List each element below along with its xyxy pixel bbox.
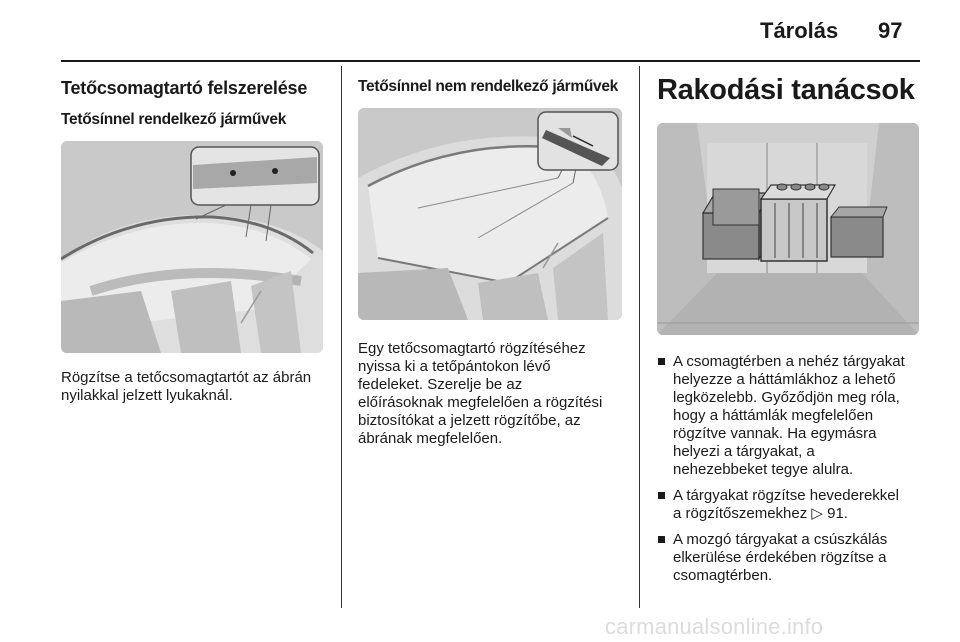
bullet-square-icon xyxy=(658,492,665,499)
section-heading: Rakodási tanácsok xyxy=(657,74,915,106)
car-roof-fixing-illustration xyxy=(358,108,622,320)
section-heading: Tetőcsomagtartó felszerelése xyxy=(61,78,308,98)
cargo-loading-illustration xyxy=(657,123,919,335)
running-header-title: Tárolás xyxy=(760,18,839,43)
tips-list xyxy=(657,353,927,585)
subsection-heading: Tetősínnel nem rendelkező járművek xyxy=(358,78,618,95)
bullet-square-icon xyxy=(658,358,665,365)
column-2 xyxy=(358,78,630,448)
column-divider-2 xyxy=(639,66,640,608)
body-text: Egy tetőcsomagtartó rögzítéséhez nyissa ki a tetőpántokon lévő fedeleket. Szerelje be az előírásoknak megfelelően a rögzítési biztosítókat a jelzett rögzítőbe, az ábrának megfelelően. xyxy=(358,340,603,447)
bullet-square-icon xyxy=(658,536,665,543)
body-text: Rögzítse a tetőcsomagtartót az ábrán nyilakkal jelzett lyukaknál. xyxy=(61,369,312,404)
car-roof-rail-illustration xyxy=(61,141,323,353)
column-3 xyxy=(657,74,927,593)
header-rule xyxy=(61,60,920,62)
page-number: 97 xyxy=(878,18,903,43)
column-divider-1 xyxy=(341,66,342,608)
watermark: carmanualsonline.info xyxy=(605,614,824,639)
list-item: A tárgyakat rögzítse hevederekkel a rögzítőszemekhez ▷ 91. xyxy=(657,487,927,523)
list-item: A csomagtérben a nehéz tárgyakat helyezze a háttámlákhoz a lehető legközelebb. Győződjön meg róla, hogy a háttámlák megfelelően rögzítve vannak. Ha egymásra helyezi a tárgyakat, a nehezebbeket tegye alulra. xyxy=(657,353,927,479)
list-item: A mozgó tárgyakat a csúszkálás elkerülése érdekében rögzítse a csomagtérben. xyxy=(657,531,927,585)
subsection-heading: Tetősínnel rendelkező járművek xyxy=(61,111,287,128)
column-1 xyxy=(61,78,331,405)
